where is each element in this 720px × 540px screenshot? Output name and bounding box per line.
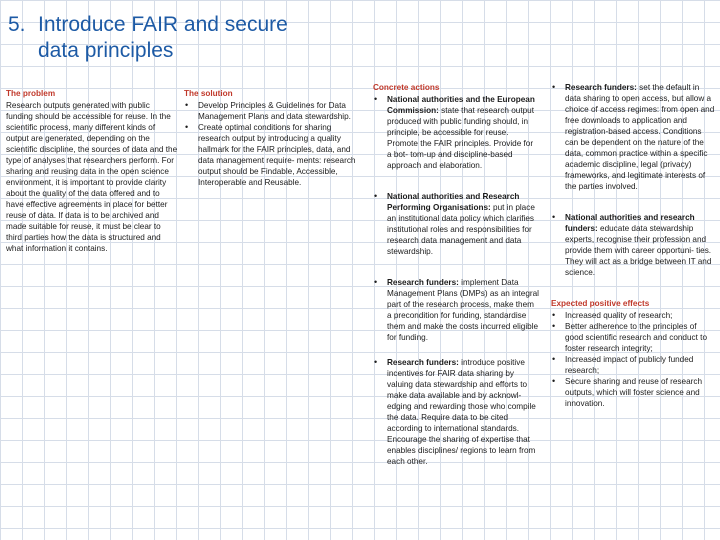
action-item: • National authorities and the European Commission: state that research output produced with public funding should, in principle, be accessible for reuse. Promote the FAIR principles. Provide for a bot- tom-up and discipline-based approach and elaboration.	[373, 94, 539, 171]
solution-heading: The solution	[184, 89, 233, 98]
effect-item: • Secure sharing and reuse of research outputs, which will foster science and innovation.	[551, 376, 715, 409]
problem-section	[6, 88, 178, 254]
action-item: • Research funders: introduce positive incentives for FAIR data sharing by valuing data stewardship and efforts to make data available and by acknowl- edging and rewarding those who compile the data. Require data to be cited according to international standards. Encourage the sharing of expertise that enables disciplines/ regions to learn from each other.	[373, 357, 539, 467]
actions-heading: Concrete actions	[373, 83, 440, 92]
effect-item: • Better adherence to the principles of good scientific research and conduct to foster research integrity;	[551, 321, 715, 354]
solution-item: • Develop Principles & Guidelines for Data Management Plans and data stewardship.	[184, 100, 356, 122]
action-item: • National authorities and Research Performing Organisations: put in place an institutional data policy which clarifies institutional roles and responsibilities for research data management and data stewardship.	[373, 191, 539, 257]
section-number: 5.	[8, 13, 26, 36]
problem-heading: The problem	[6, 89, 56, 98]
problem-text: Research outputs generated with public funding should be accessible for reuse. In the scientific process, many different kinds of output are generated, depending on the scientific discipline, the sources of data and the type of analyses that researchers perform. For sharing and reusing data in the open science environment, it is important to provide clarity about the quality of the data offered and to have effective agreements in place for better reuse of data. If data is to be archived and made suitable for reuse, it must be clear to third parties how the data is structured and what information it contains.	[6, 101, 178, 253]
title-line-2: data principles	[38, 39, 174, 62]
effect-item: • Increased quality of research;	[551, 310, 715, 321]
effects-heading: Expected positive effects	[551, 299, 650, 308]
actions-list-continued	[551, 82, 715, 278]
actions-section	[373, 82, 539, 487]
actions-list	[373, 94, 539, 467]
effects-list	[551, 310, 715, 409]
solution-list	[184, 100, 356, 188]
action-item: • National authorities and research funders: educate data stewardship experts, recognise their profession and provide them with career opportuni- ties. They will act as a bridge between IT and science.	[551, 212, 715, 278]
effect-item: • Increased impact of publicly funded research;	[551, 354, 715, 376]
actions-continued-section	[551, 82, 715, 409]
page-title	[8, 12, 348, 64]
title-line-1: Introduce FAIR and secure	[38, 13, 288, 36]
solution-section	[184, 88, 356, 188]
action-item: • Research funders: set the default in data sharing to open access, but allow a choice of access regimes: from open and free downloads to application and registration-based access. Conditions can be dependent on the nature of the data, common practice within a specific academic discipline, legal (privacy) frameworks, and legitimate interests of the parties involved.	[551, 82, 715, 192]
solution-item: • Create optimal conditions for sharing research output by introducing a quality hallmark for the FAIR principles, data, and data management require- ments: research output should be Findable, Accessible, Interoperable and Reusable.	[184, 122, 356, 188]
action-item: • Research funders: implement Data Management Plans (DMPs) as an integral part of the research process, make them a precondition for funding, standardise them and make the costs incurred eligible for funding.	[373, 277, 539, 343]
